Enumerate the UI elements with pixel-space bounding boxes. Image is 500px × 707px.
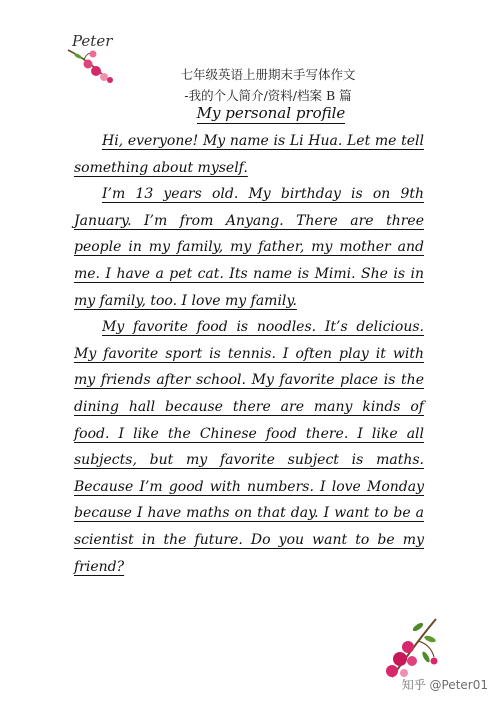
essay-title-text: My personal profile [196,104,346,122]
essay-body [74,128,424,580]
document-header [0,64,500,106]
essay-paragraph: Hi, everyone! My name is Li Hua. Let me tell something about myself. [74,133,424,176]
essay-paragraph: My favorite food is noodles. It’s delicious. My favorite sport is tennis. I often play it with my friends after school. My favorite place is the dining hall because there are many kinds of food. I like the Chinese food there. I like all subjects, but my favorite subject is maths. Because I’m good with numbers. I love Monday because I have maths on that day. I want to be a scientist in the future. Do you want to be my friend? [74,319,424,575]
essay-title [0,104,500,122]
essay-paragraph: I’m 13 years old. My birthday is on 9th January. I’m from Anyang. There are three people in my family, my father, my mother and me. I have a pet cat. Its name is Mimi. She is in my family, too. I love my family. [74,186,424,309]
watermark: 知乎 @Peter01 [401,678,488,692]
header-subtitle: -我的个人简介/资料/档案 B 篇 [184,88,352,103]
peter-logo: Peter [72,32,113,50]
header-title: 七年级英语上册期末手写体作文 [180,67,356,82]
